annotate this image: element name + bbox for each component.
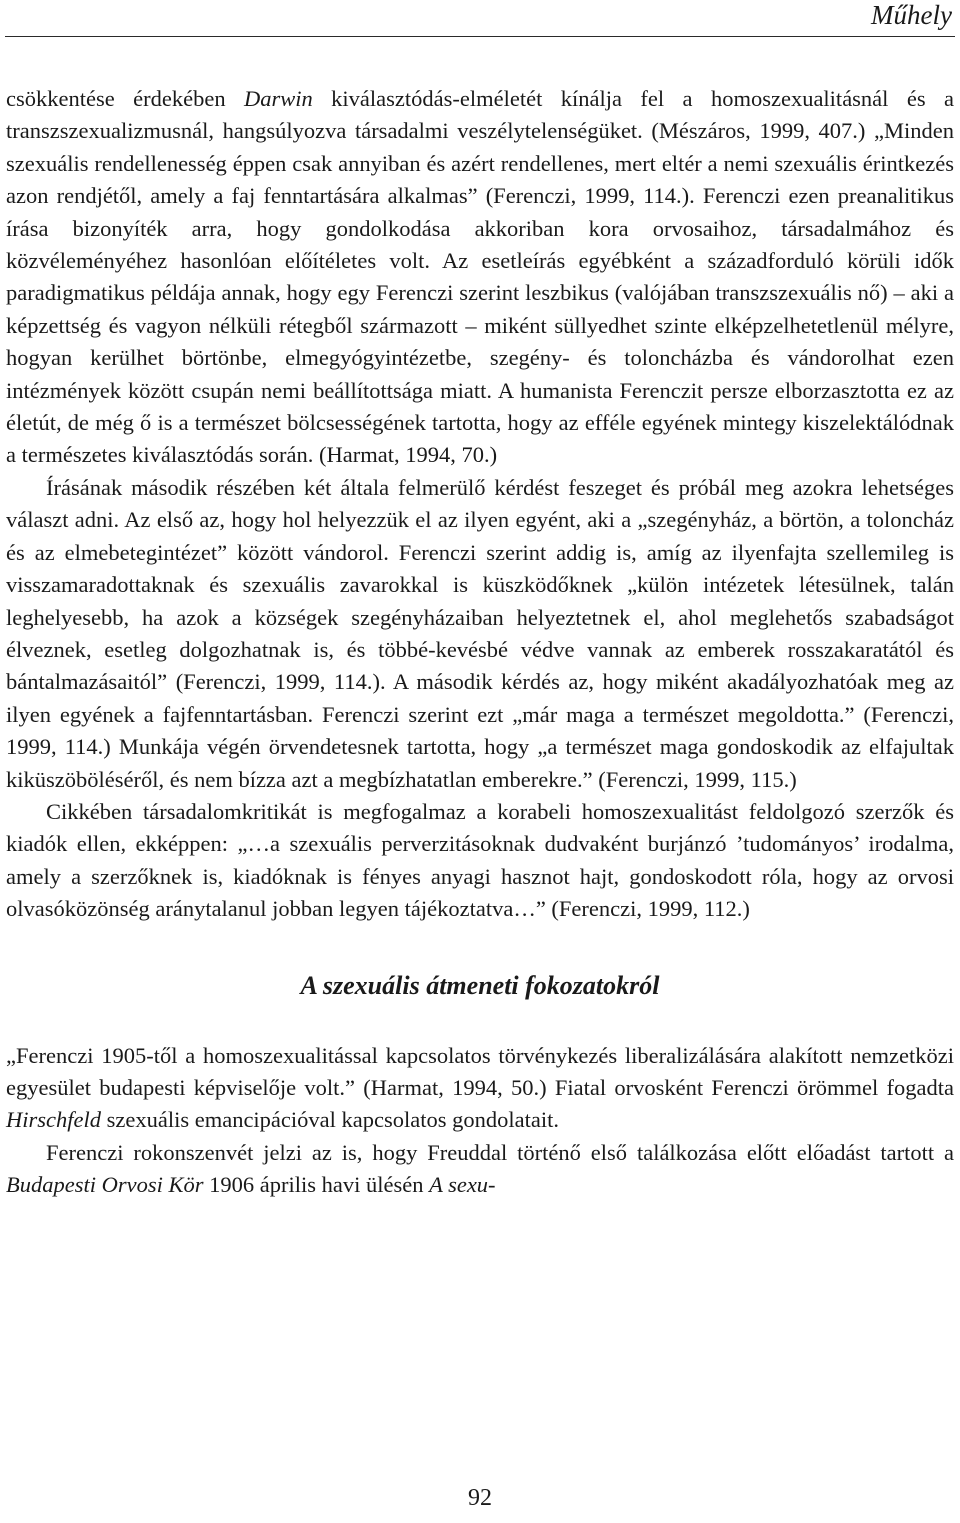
text-run: szexuális emancipációval kapcsolatos gondolatait.	[101, 1107, 559, 1133]
paragraph: Írásának második részében két általa felmerülő kérdést feszeget és próbál meg azokra lehetséges választ adni. Az első az, hogy hol helyezzük el az ilyen egyént, aki a „szegényház, a börtön, a toloncház és az elmebetegintézet” között vándorol. Ferenczi szerint addig is, amíg az ilyenfajta szellemileg is visszamaradottaknak és szexuális zavarokkal is küszködőknek „külön intézetek létesülnek, talán leghelyesebb, ha azok a községek szegényházaiban helyeztetnek el, ahol meglehetős szabadságot élveznek, esetleg dolgozhatnak is, és többé-kevésbé védve vannak az emberek rosszakaratától és bántalmazásaitól” (Ferenczi, 1999, 114.). A második kérdés az, hogy miként akadályozhatóak meg az ilyen egyének a fajfenntartásban. Ferenczi szerint ezt „már maga a természet megoldotta.” (Ferenczi, 1999, 114.) Munkája végén örvendetesnek tartotta, hogy „a természet maga gondoskodik az elfajultak kiküszöböléséről, és nem bízza azt a megbízhatatlan emberekre.” (Ferenczi, 1999, 115.)	[6, 474, 954, 792]
emphasis-darwin: Darwin	[244, 86, 313, 111]
text-run: 1906 április havi ülésén	[203, 1172, 430, 1198]
section-heading: A szexuális átmeneti fokozatokról	[300, 970, 660, 1000]
text-run: „Ferenczi 1905-től a homoszexualitással kapcsolatos törvénykezés liberalizálására alakított nemzetközi egyesület budapesti képviselője volt.” (Harmat, 1994, 50.) Fiatal orvosként Ferenczi örömmel fogadta	[6, 1042, 954, 1100]
emphasis-title-fragment: A sexu-	[429, 1172, 496, 1198]
paragraph	[6, 83, 954, 472]
running-head: Műhely	[871, 0, 952, 30]
text-run: Ferenczi rokonszenvét jelzi az is, hogy Freuddal történő első találkozása előtt előadást tartott a	[46, 1139, 954, 1165]
paragraph	[6, 1040, 954, 1137]
paragraph	[6, 1137, 954, 1202]
emphasis-hirschfeld: Hirschfeld	[6, 1107, 101, 1133]
emphasis-budapesti-orvosi-kor: Budapesti Orvosi Kör	[6, 1172, 204, 1198]
paragraph: Cikkében társadalomkritikát is megfogalmaz a korabeli homoszexualitást feldolgozó szerzők és kiadók ellen, ekképpen: „…a szexuális perverzitásoknak dudvaként burjánzó ’tudományos’ irodalma, amely a szerzőknek is, kiadóknak is fényes anyagi hasznot hajt, gondoskodott róla, hogy az orvosi olvasóközönség aránytalanul jobban legyen tájékoztatva…” (Ferenczi, 1999, 112.)	[6, 798, 954, 922]
text-run: kiválasztódás-elméletét kínálja fel a homoszexualitásnál és a transzszexualizmusnál, hangsúlyozva társadalmi veszélytelenségüket. (Mészáros, 1999, 407.) „Minden szexuális rendellenesség éppen csak annyiban és azért rendellenes, mert eltér a nemi szexuális érintkezés azon rendjétől, amely a faj fenntartására alkalmas” (Ferenczi, 1999, 114.). Ferenczi ezen preanalitikus írása bizonyíték arra, hogy gondolkodása akkoriban kora orvosaihoz, társadalmához és közvéleményéhez hasonlóan előítéletes volt. Az esetleírás egyébként a századforduló körüli idők paradigmatikus példája annak, hogy egy Ferenczi szerint leszbikus (valójában transzszexuális nő) – aki a képzettség és vagyon nélküli rétegből származott – miként süllyedhet szinte elképzelhetetlenül mélyre, hogyan kerülhet börtönbe, elmegyógyintézetbe, szegény- és toloncházba és vándorolhat ezen intézmények között csupán nemi beállítottsága miatt. A humanista Ferenczit persze elborzasztotta ez az életút, de még ő is a természet bölcsességének tartotta, hogy az efféle egyének mintegy kiszelektálódnak a természetes kiválasztódás során. (Harmat, 1994, 70.)	[6, 86, 954, 468]
text-run: csökkentése érdekében	[6, 86, 244, 111]
header-rule	[5, 36, 955, 37]
text-column	[6, 83, 954, 1202]
page-number: 92	[468, 1485, 492, 1511]
